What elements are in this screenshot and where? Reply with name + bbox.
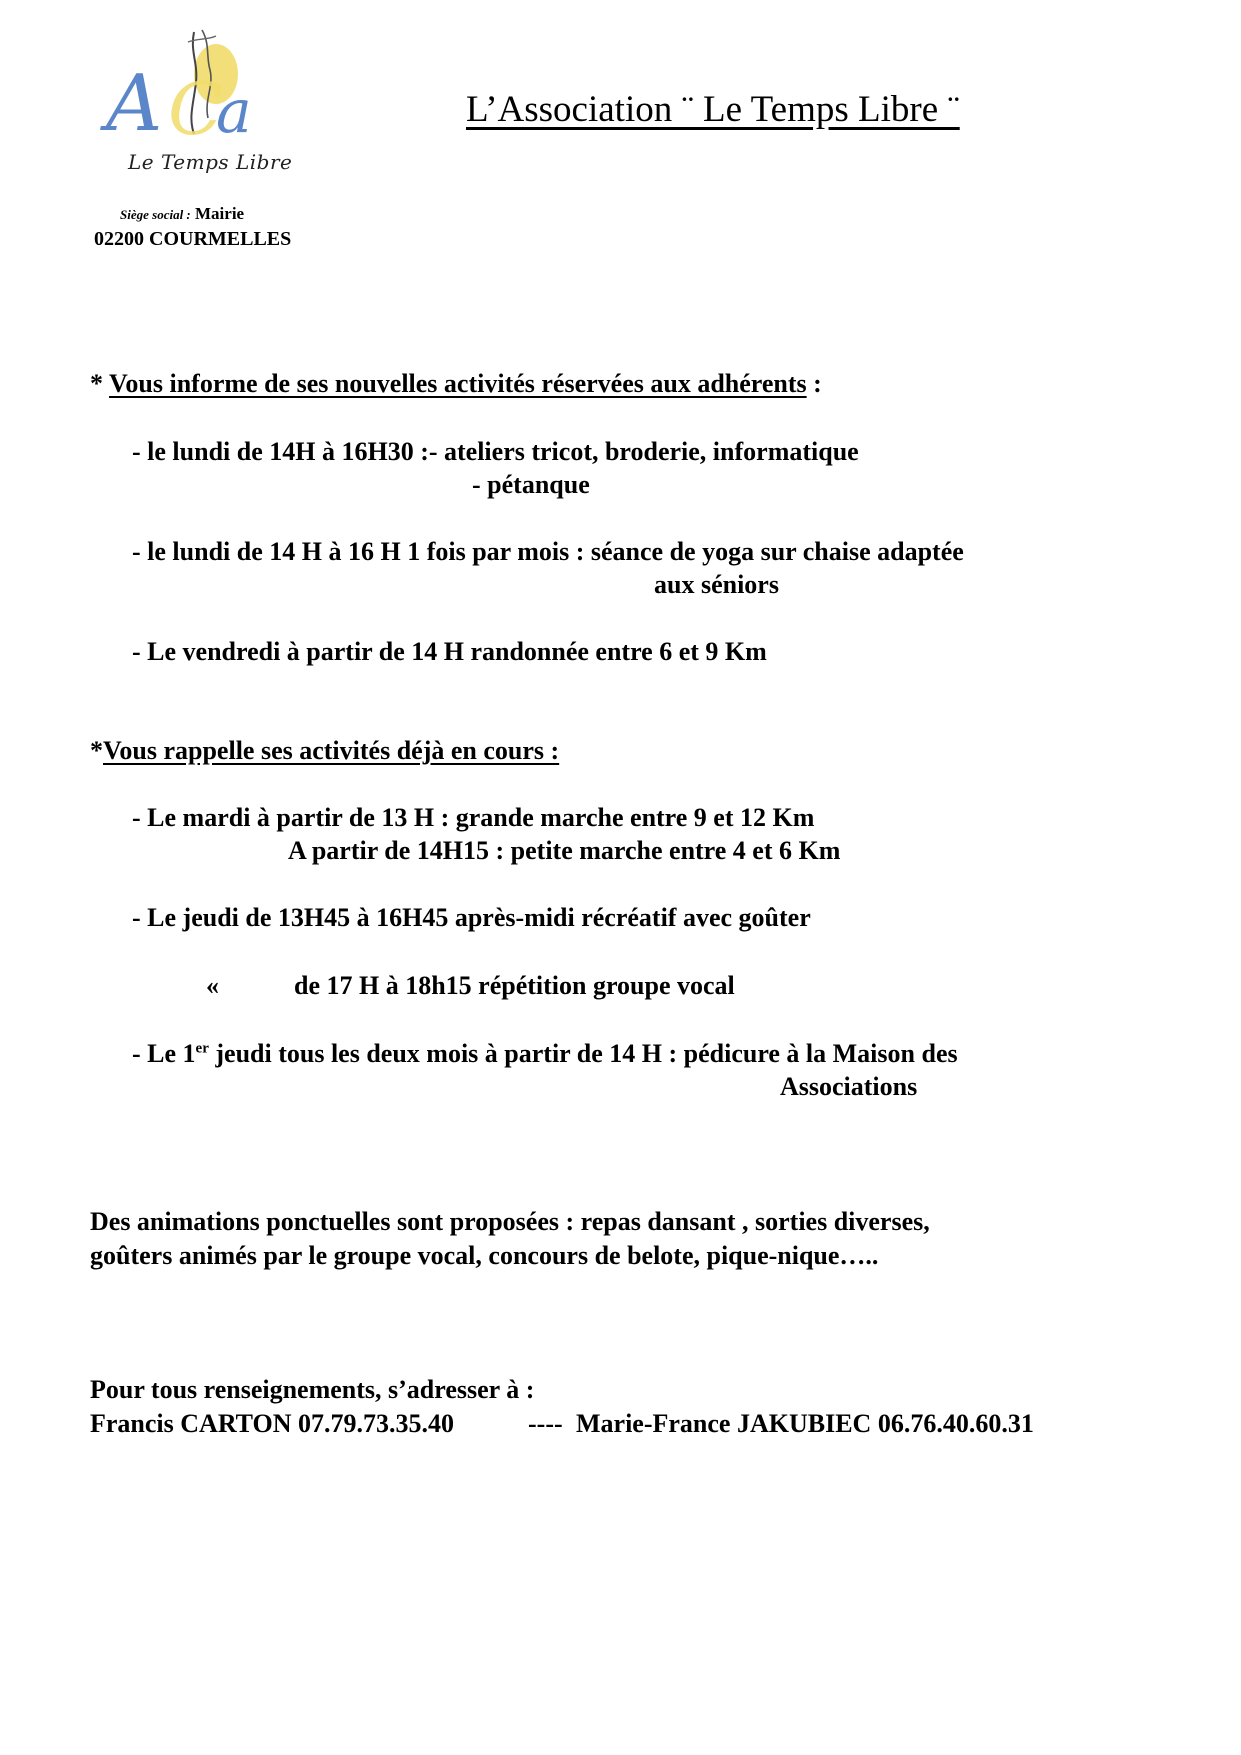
logo-seat bbox=[120, 204, 244, 224]
contact-separator: ---- bbox=[528, 1409, 563, 1438]
new-item-1-line1: - le lundi de 14H à 16H30 :- ateliers tricot, broderie, informatique bbox=[132, 437, 859, 466]
svg-text:A: A bbox=[106, 59, 163, 149]
new-item-1-line2: - pétanque bbox=[472, 470, 590, 499]
section-new-suffix: : bbox=[806, 369, 822, 398]
section-new-prefix: * bbox=[90, 369, 110, 398]
current-item-4-post: jeudi tous les deux mois à partir de 14 H : pédicure à la Maison des bbox=[208, 1039, 958, 1068]
logo-city: 02200 COURMELLES bbox=[94, 228, 292, 250]
logo-emblem bbox=[98, 22, 268, 152]
association-logo bbox=[88, 22, 298, 250]
logo-seat-value: Mairie bbox=[195, 204, 245, 223]
svg-text:a: a bbox=[216, 77, 252, 147]
section-new-heading-text: Vous informe de ses nouvelles activités réservées aux adhérents bbox=[109, 369, 807, 398]
contact-person-2: Marie-France JAKUBIEC 06.76.40.60.31 bbox=[576, 1409, 1034, 1438]
current-item-3-ditto: « bbox=[206, 971, 219, 1000]
current-item-4-sup: er bbox=[195, 1040, 209, 1057]
contact-intro: Pour tous renseignements, s’adresser à : bbox=[90, 1375, 535, 1404]
current-item-1-line2: A partir de 14H15 : petite marche entre 4 et 6 Km bbox=[288, 836, 841, 865]
svg-text:C: C bbox=[168, 67, 224, 151]
current-item-1-line1: - Le mardi à partir de 13 H : grande marche entre 9 et 12 Km bbox=[132, 803, 815, 832]
section-current-heading-text: Vous rappelle ses activités déjà en cours : bbox=[103, 736, 560, 765]
current-item-4-line1 bbox=[132, 1038, 958, 1070]
new-item-2-line1: - le lundi de 14 H à 16 H 1 fois par mois : séance de yoga sur chaise adaptée bbox=[132, 537, 964, 566]
contact-person-1: Francis CARTON 07.79.73.35.40 bbox=[90, 1409, 455, 1438]
new-item-2-line2: aux séniors bbox=[654, 570, 779, 599]
new-item-3-line1: - Le vendredi à partir de 14 H randonnée entre 6 et 9 Km bbox=[132, 637, 767, 666]
current-item-4-line2: Associations bbox=[780, 1072, 918, 1101]
animations-line-2: goûters animés par le groupe vocal, concours de belote, pique-nique….. bbox=[90, 1241, 879, 1270]
logo-seat-label: Siège social : bbox=[120, 207, 191, 222]
logo-script-name: Le Temps Libre bbox=[128, 150, 293, 174]
section-new-heading bbox=[90, 368, 822, 400]
current-item-3-line1: de 17 H à 18h15 répétition groupe vocal bbox=[294, 971, 735, 1000]
current-item-4-pre: - Le 1 bbox=[132, 1039, 196, 1068]
page-title: L’Association ¨ Le Temps Libre ¨ bbox=[466, 89, 960, 130]
section-current-prefix: * bbox=[90, 736, 103, 765]
animations-line-1: Des animations ponctuelles sont proposées : repas dansant , sorties diverses, bbox=[90, 1207, 930, 1236]
current-item-2-line1: - Le jeudi de 13H45 à 16H45 après-midi récréatif avec goûter bbox=[132, 903, 811, 932]
section-current-heading bbox=[90, 735, 559, 767]
